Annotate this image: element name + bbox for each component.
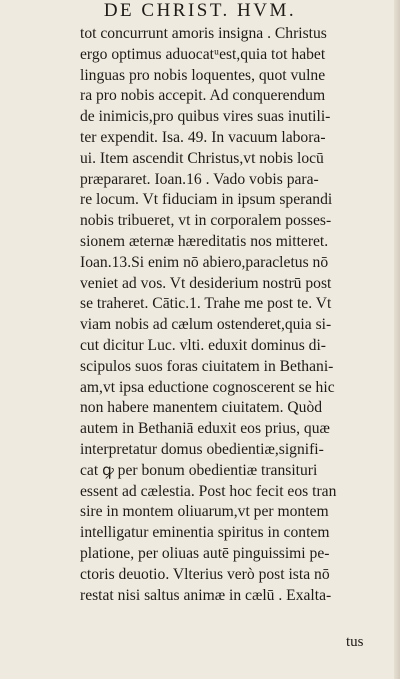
text-line: re locum. Vt fiduciam in ipsum sperandi <box>80 191 333 209</box>
text-line: scipulos suos foras ciuitatem in Bethani- <box>80 357 334 375</box>
body-text <box>80 24 388 606</box>
text-line: ui. Item ascendit Christus,vt nobis locū <box>80 149 324 167</box>
text-line: nobis tribueret, vt in corporalem posses- <box>80 212 332 230</box>
text-line: cut dicitur Luc. vlti. eduxit dominus di- <box>80 336 326 354</box>
text-line: essent ad cælestia. Post hoc fecit eos tran <box>80 482 337 500</box>
text-line: am,vt ipsa eductione cognoscerent se hic <box>80 378 335 396</box>
running-head: DE CHRIST. HVM. <box>103 0 297 21</box>
text-line: Ioan.13.Si enim nō abiero,paracletus nō <box>80 253 329 271</box>
text-line: interpretatur domus obedientiæ,signifi- <box>80 440 324 458</box>
catchword: tus <box>346 634 364 650</box>
text-line: tot concurrunt amoris insigna . Christus <box>80 25 327 42</box>
text-line: se traheret. Cātic.1. Trahe me post te. Vt <box>80 295 332 313</box>
page-edge <box>394 0 400 679</box>
text-line: de inimicis,pro quibus vires suas inutili- <box>80 108 331 126</box>
text-line: ter expendit. Isa. 49. In vacuum labora- <box>80 128 326 146</box>
text-line: sire in montem oliuarum,vt per montem <box>80 503 329 521</box>
text-line: cat ꝙ per bonum obedientiæ transituri <box>80 461 318 479</box>
text-line: autem in Bethaniā eduxit eos prius, quæ <box>80 420 330 438</box>
text-line: sionem æternæ hæreditatis nos mitteret. <box>80 232 329 250</box>
text-line: veniet ad vos. Vt desiderium nostrū post <box>80 274 332 292</box>
text-line: platione, per oliuas autē pinguissimi pe- <box>80 544 330 562</box>
text-line: ra pro nobis accepit. Ad conquerendum <box>80 87 326 105</box>
text-line: præpararet. Ioan.16 . Vado vobis para- <box>80 170 319 188</box>
text-line: intelligatur eminentia spiritus in contem <box>80 524 330 542</box>
text-line: ctoris deuotio. Vlterius verò post ista nō <box>80 565 330 583</box>
text-line: restat nisi saltus animæ in cælū . Exalta- <box>80 586 332 604</box>
text-line: non habere manentem ciuitatem. Quòd <box>80 399 323 417</box>
text-line: linguas pro nobis loquentes, quot vulne <box>80 66 326 84</box>
text-line: viam nobis ad cælum ostenderet,quia si- <box>80 316 332 334</box>
text-line: ergo optimus aduocatᵘest,quia tot habet <box>80 45 326 63</box>
